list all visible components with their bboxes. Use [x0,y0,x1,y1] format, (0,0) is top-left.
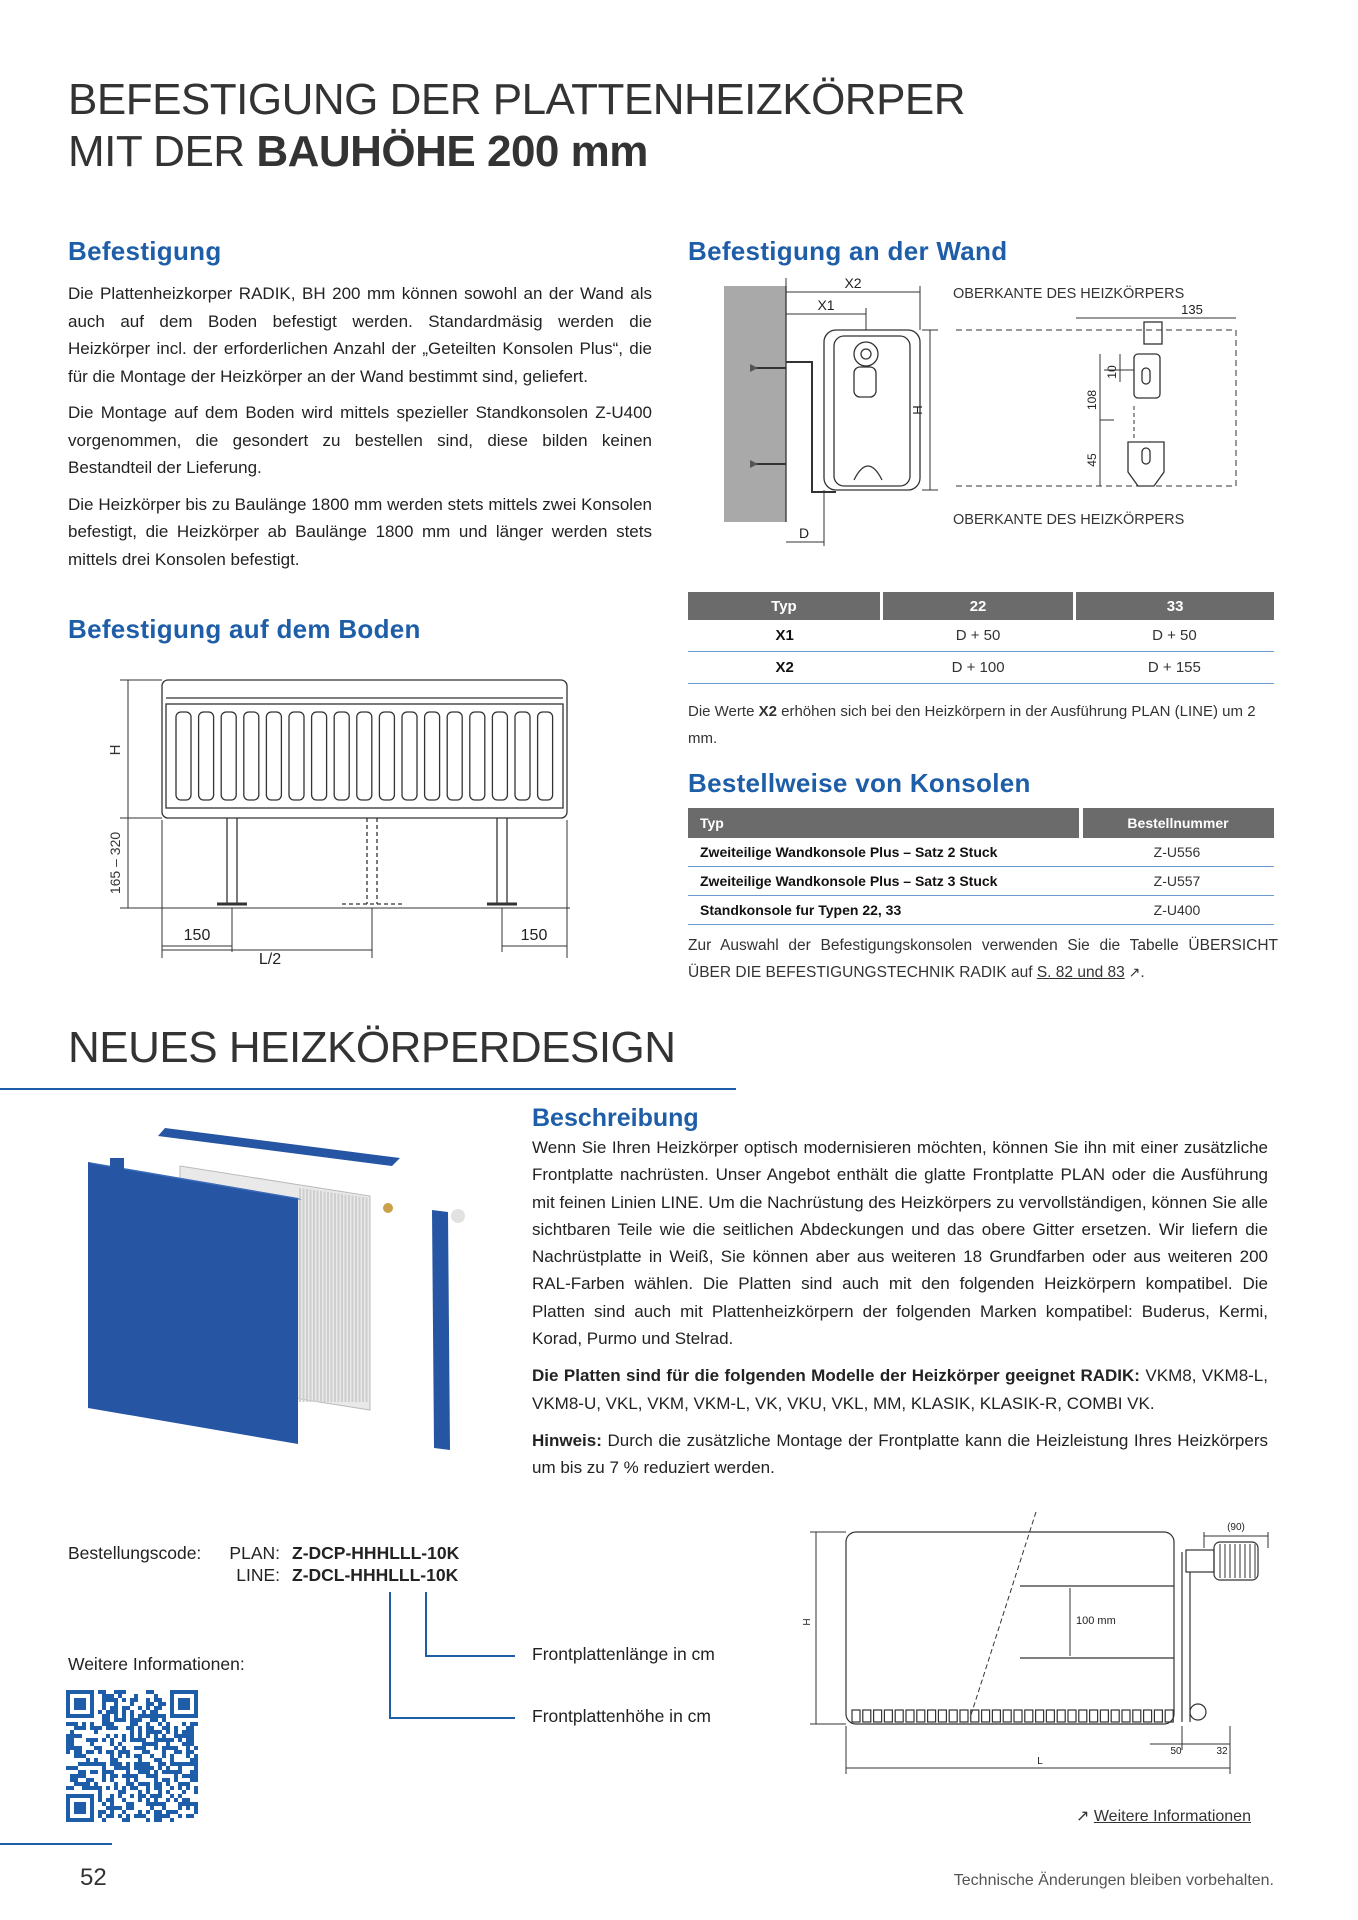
side-dim-32: 32 [1216,1746,1228,1757]
oberkante-bottom: OBERKANTE DES HEIZKÖRPERS [953,512,1185,528]
radiator-fins [176,712,553,800]
bestellcode-line-row [68,1564,459,1586]
boden-label-range: 165 – 320 [107,831,123,895]
bestellcode-line-label: LINE: [236,1565,280,1585]
x-table-header [688,592,1274,620]
side-dim-l: L [1037,1756,1043,1767]
page-title-bold: BAUHÖHE 200 mm [256,127,648,176]
footer-accent-line [0,1843,112,1845]
befestigung-text [68,280,652,573]
external-link-icon: ↗ [1076,1808,1094,1825]
page-reference-link[interactable]: S. 82 und 83 [1036,964,1125,981]
boden-label-150-left: 150 [183,927,211,944]
x-table-cell: D + 50 [881,620,1074,652]
side-dim-100: 100 mm [1076,1615,1116,1627]
qr-code[interactable] [66,1690,198,1822]
page-number: 52 [80,1864,107,1891]
bestellcode-label: Bestellungscode: [68,1543,202,1563]
beschreibung-p3-rest: Durch die zusätzliche Montage der Frontplatte kann die Heizleistung Ihres Heizkörpers um bis zu 7 % reduziert werden. [532,1430,1268,1478]
befestigung-p3: Die Heizkörper bis zu Baulänge 1800 mm werden stets mittels zwei Konsolen befestigt, die Heizkörper ab Baulänge 1800 mm und länger werden stets mittels drei Konsolen befestigt. [68,494,652,569]
x2-note-after: erhöhen sich bei den Heizkörpern in der Ausführung PLAN (LINE) um 2 mm. [688,703,1256,747]
table-row [688,896,1274,925]
wall-mount-drawing [716,272,1266,552]
side-dimension-drawing [790,1512,1290,1774]
befestigung-heading: Befestigung [68,236,222,266]
x-table-cell: D + 100 [881,652,1074,684]
wand-dim-135: 135 [1181,302,1203,317]
page-title [68,74,965,178]
design-title: NEUES HEIZKÖRPERDESIGN [68,1023,676,1072]
konsolen-cell-nummer: Z-U557 [1081,867,1274,896]
boden-label-h: H [107,744,124,756]
wand-label-x1: X1 [817,297,835,313]
x-table-cell: X2 [688,652,881,684]
side-cover [432,1210,450,1450]
konsolen-cell-typ: Zweiteilige Wandkonsole Plus – Satz 2 Stuck [688,838,1081,867]
beschreibung-text [532,1134,1268,1482]
wall [724,286,786,522]
bestellweise-heading: Bestellweise von Konsolen [688,768,1031,798]
x-table-cell: D + 155 [1075,652,1274,684]
konsolen-cell-nummer: Z-U400 [1081,896,1274,925]
bestellcode-block [68,1542,459,1586]
konsolen-cell-typ: Standkonsole fur Typen 22, 33 [688,896,1081,925]
wand-heading: Befestigung an der Wand [688,236,1008,266]
bestellweise-note-end: . [1140,964,1145,981]
table-row [688,620,1274,652]
beschreibung-p2-rest: VKM8, VKM8-L, VKM8-U, VKL, VKM, VKM-L, VK, VKU, VKL, MM, KLASIK, KLASIK-R, COMBI VK. [532,1366,1268,1413]
beschreibung-p1: Wenn Sie Ihren Heizkörper optisch modernisieren möchten, können Sie ihn mit einer zusätzliche Frontplatte nachrüsten. Unser Angebot enthält die glatte Frontplatte PLAN oder die Ausführung mit feinen Linien LINE. Um die Nachrüstung des Heizkörpers zu vervollständigen, können Sie alle sichtbaren Teile wie die seitlichen Abdeckungen und das obere Gitter ersetzen. Wir liefern die Nachrüstplatte in Weiß, Sie können aber aus weiteren 18 Grundfarben oder aus weiteren 200 RAL-Farben wählen. Die Platten sind auch mit den folgenden Heizkörpern kompatibel. Die Platten sind auch mit Plattenheizkörpern der folgenden Marken kompatibel: Buderus, Kermi, Korad, Purmo und Stelrad. [532,1138,1268,1349]
bestellcode-line-code: Z-DCL-HHHLLL-10K [292,1565,459,1585]
side-dim-90: (90) [1227,1522,1245,1533]
wand-dim-108: 108 [1085,389,1099,411]
konsolen-header-typ: Typ [688,808,1081,838]
bestellcode-plan-code: Z-DCP-HHHLLL-10K [292,1543,460,1563]
floor-mount-drawing [100,668,580,968]
wand-dim-10: 10 [1105,365,1119,379]
bestellcode-plan-row [68,1542,459,1564]
beschreibung-p2-bold: Die Platten sind für die folgenden Modelle der Heizkörper geeignet RADIK: [532,1366,1140,1386]
x2-note-before: Die Werte [688,703,759,720]
konsolen-table [688,808,1274,925]
x-table-cell: X1 [688,620,881,652]
beschreibung-p2 [532,1362,1268,1417]
side-dim-h: H [802,1618,813,1626]
boden-heading: Befestigung auf dem Boden [68,614,421,644]
konsolen-cell-typ: Zweiteilige Wandkonsole Plus – Satz 3 Stuck [688,867,1081,896]
x-table-cell: D + 50 [1075,620,1274,652]
konsolen-header-nummer: Bestellnummer [1081,808,1274,838]
x-dimension-table [688,592,1274,684]
page-title-line1: BEFESTIGUNG DER PLATTENHEIZKÖRPER [68,75,966,124]
x-table-header-33: 33 [1075,592,1274,620]
befestigung-p1: Die Plattenheizkorper RADIK, BH 200 mm können sowohl an der Wand als auch auf dem Boden befestigt werden. Standardmäsig werden die Heizkörper incl. der erforderlichen Anzahl der „Geteilten Konsolen Plus“, die für die Montage der Heizkörper an der Wand bestimmt sind, geliefert. [68,284,652,386]
beschreibung-p3 [532,1427,1268,1482]
disclaimer: Technische Änderungen bleiben vorbehalten. [953,1872,1274,1889]
x2-note-bold: X2 [758,703,777,720]
length-label: Frontplattenlänge in cm [532,1644,715,1664]
wand-dim-45: 45 [1085,453,1099,467]
x2-note [688,698,1274,752]
front-panel-illustration [70,1110,490,1460]
bestellweise-note-text: Zur Auswahl der Befestigungskonsolen verwenden Sie die Tabelle ÜBERSICHT ÜBER DIE BEFESTIGUNGSTECHNIK RADIK auf [688,937,1278,981]
blue-front-panel [88,1162,298,1444]
konsolen-table-header [688,808,1274,838]
beschreibung-heading: Beschreibung [532,1104,699,1132]
befestigung-p2: Die Montage auf dem Boden wird mittels spezieller Standkonsolen Z-U400 vorgenommen, die gesondert zu bestellen sind, diese bilden keinen Bestandteil der Lieferung. [68,403,652,477]
radiator-profile [824,330,920,490]
x-table-header-typ: Typ [688,592,881,620]
boden-label-l2: L/2 [258,951,282,968]
bestellcode-plan-label: PLAN: [229,1543,280,1563]
weitere-label: Weitere Informationen: [68,1654,245,1674]
top-grille [158,1128,400,1166]
table-row [688,867,1274,896]
wand-label-h: H [910,405,925,415]
bestellcode-connector-lines [380,1586,520,1766]
weitere-informationen-text[interactable]: Weitere Informationen [1093,1808,1251,1825]
wand-label-d: D [798,525,810,541]
design-title-underline [0,1088,736,1090]
oberkante-top: OBERKANTE DES HEIZKÖRPERS [953,286,1185,302]
page-title-prefix: MIT DER [68,127,257,176]
bestellweise-note [688,933,1278,986]
beschreibung-p3-bold: Hinweis: [532,1430,602,1450]
page-title-line2 [68,126,965,178]
table-row [688,652,1274,684]
table-row [688,838,1274,867]
side-dim-50: 50 [1170,1746,1182,1757]
external-link-icon[interactable]: ↗ [1124,964,1141,980]
konsolen-cell-nummer: Z-U556 [1081,838,1274,867]
weitere-informationen-link[interactable] [1076,1806,1251,1826]
height-label: Frontplattenhöhe in cm [532,1706,711,1726]
boden-label-150-right: 150 [520,927,548,944]
x-table-header-22: 22 [881,592,1074,620]
wand-label-x2: X2 [844,275,862,291]
panel-outline [846,1532,1174,1724]
